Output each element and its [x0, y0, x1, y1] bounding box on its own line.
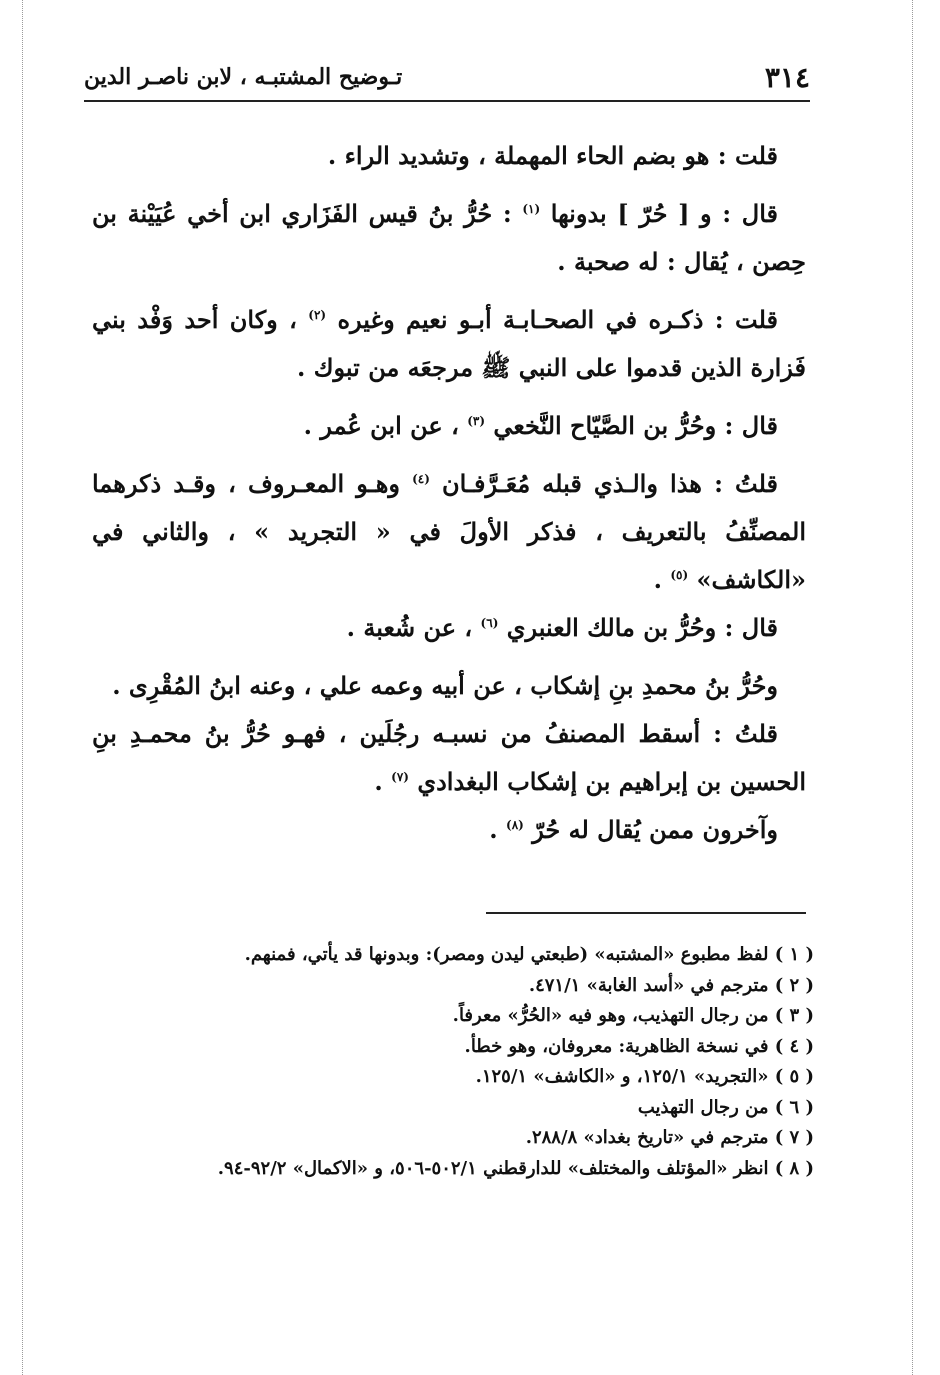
footnote-reference: (٨) — [506, 818, 524, 832]
footnote-reference: (٧) — [391, 770, 409, 784]
footnote-reference: (١) — [522, 202, 541, 216]
footnote: ( ١ ) لفظ مطبوع «المشتبه» (طبعتي ليدن ومصر): وبدونها قد يأتي، فمنهم. — [244, 944, 814, 965]
footnote-reference: (٣) — [467, 414, 486, 428]
footnote: ( ٥ ) «التجريد» ١٢٥/١، و «الكاشف» ١٢٥/١. — [475, 1066, 814, 1087]
paragraph-text: قال : و [ حُرّ ] بدونها — [550, 199, 778, 228]
footnote-separator — [486, 912, 806, 914]
paragraph-text: : حُرُّ بنُ قيس الفَزَاري ابن أخي عُيَيْنة بن حِصن ، يُقال : له صحبة . — [92, 199, 806, 276]
footnote: ( ٢ ) مترجم في «أسد الغابة» ٤٧١/١. — [528, 974, 814, 996]
paragraph — [92, 806, 806, 854]
paragraph-text: قال : وحُرُّ بن الصَّيّاح النَّخعي — [493, 411, 778, 440]
page-number: ٣١٤ — [764, 60, 810, 94]
paragraph — [92, 662, 806, 710]
footnote-reference: (٥) — [670, 568, 689, 582]
paragraph-text: ، وكان أحد وَفْد بني فَزارة الذين قدموا على النبي ﷺ مرجعَه من تبوك . — [92, 305, 806, 382]
footnote: ( ٨ ) انظر «المؤتلف والمختلف» للدارقطني ٥٠٢/١-٥٠٦، و «الاكمال» ٩٢/٢-٩٤. — [217, 1157, 814, 1179]
paragraph-text: . — [653, 565, 662, 594]
footnote-reference: (٤) — [412, 472, 430, 486]
paragraph — [92, 402, 806, 450]
paragraph-text: وهـو المعـروف ، وقـد ذكرهما المصنِّفُ بالتعريف ، فذكر الأولَ في « التجريد » ، والثاني في «الكاشف» — [92, 469, 806, 594]
paragraph — [92, 710, 806, 806]
footnote: ( ٦ ) من رجال التهذيب — [637, 1096, 814, 1118]
footnote-reference: (٦) — [480, 616, 499, 630]
paragraph — [92, 296, 806, 392]
paragraph-text: قلت : ذكـره في الصحـابـة أبـو نعيم وغيره — [337, 305, 778, 334]
footnote: ( ٧ ) مترجم في «تاريخ بغداد» ٢٨٨/٨. — [525, 1127, 814, 1148]
paragraph-text: وحُرُّ بنُ محمدِ بنِ إشكاب ، عن أبيه وعمه علي ، وعنه ابنُ المُقْرِى . — [112, 671, 778, 700]
scan-edge-right — [912, 0, 913, 1375]
paragraph-text: ، عن ابن عُمر . — [303, 411, 459, 440]
paragraph-text: وآخرون ممن يُقال له حُرّ — [532, 815, 778, 844]
paragraph-text: قلتُ : هذا والـذي قبله مُعَـرَّفـان — [442, 469, 779, 498]
paragraph — [92, 132, 806, 180]
page-header — [84, 58, 810, 96]
paragraph-text: قال : وحُرُّ بن مالك العنبري — [506, 613, 778, 642]
footnote-reference: (٢) — [308, 308, 327, 322]
paragraph — [92, 460, 806, 604]
paragraph — [92, 190, 806, 286]
paragraph-text: . — [374, 767, 383, 796]
running-title: تـوضيح المشتبـه ، لابن ناصـر الدين — [84, 64, 403, 90]
paragraph-text: ، عن شُعبة . — [346, 613, 473, 642]
header-rule — [84, 100, 810, 102]
paragraph-text: قلتُ : أسقط المصنفُ من نسبـه رجُلَين ، فهـو حُرُّ بنُ محمـدِ بنِ الحسين بن إبراهيم بن إشكاب البغدادي — [92, 719, 806, 796]
paragraph-text: . — [489, 815, 498, 844]
scan-edge-left — [22, 0, 23, 1375]
footnote: ( ٣ ) من رجال التهذيب، وهو فيه «الحُرُّ» معرفاً. — [452, 1005, 814, 1026]
footnote: ( ٤ ) في نسخة الظاهرية: معروفان، وهو خطأ. — [464, 1035, 814, 1057]
main-text — [92, 132, 806, 854]
paragraph — [92, 604, 806, 652]
paragraph-text: قلت : هو بضم الحاء المهملة ، وتشديد الراء . — [327, 141, 778, 170]
footnotes — [96, 940, 814, 1184]
